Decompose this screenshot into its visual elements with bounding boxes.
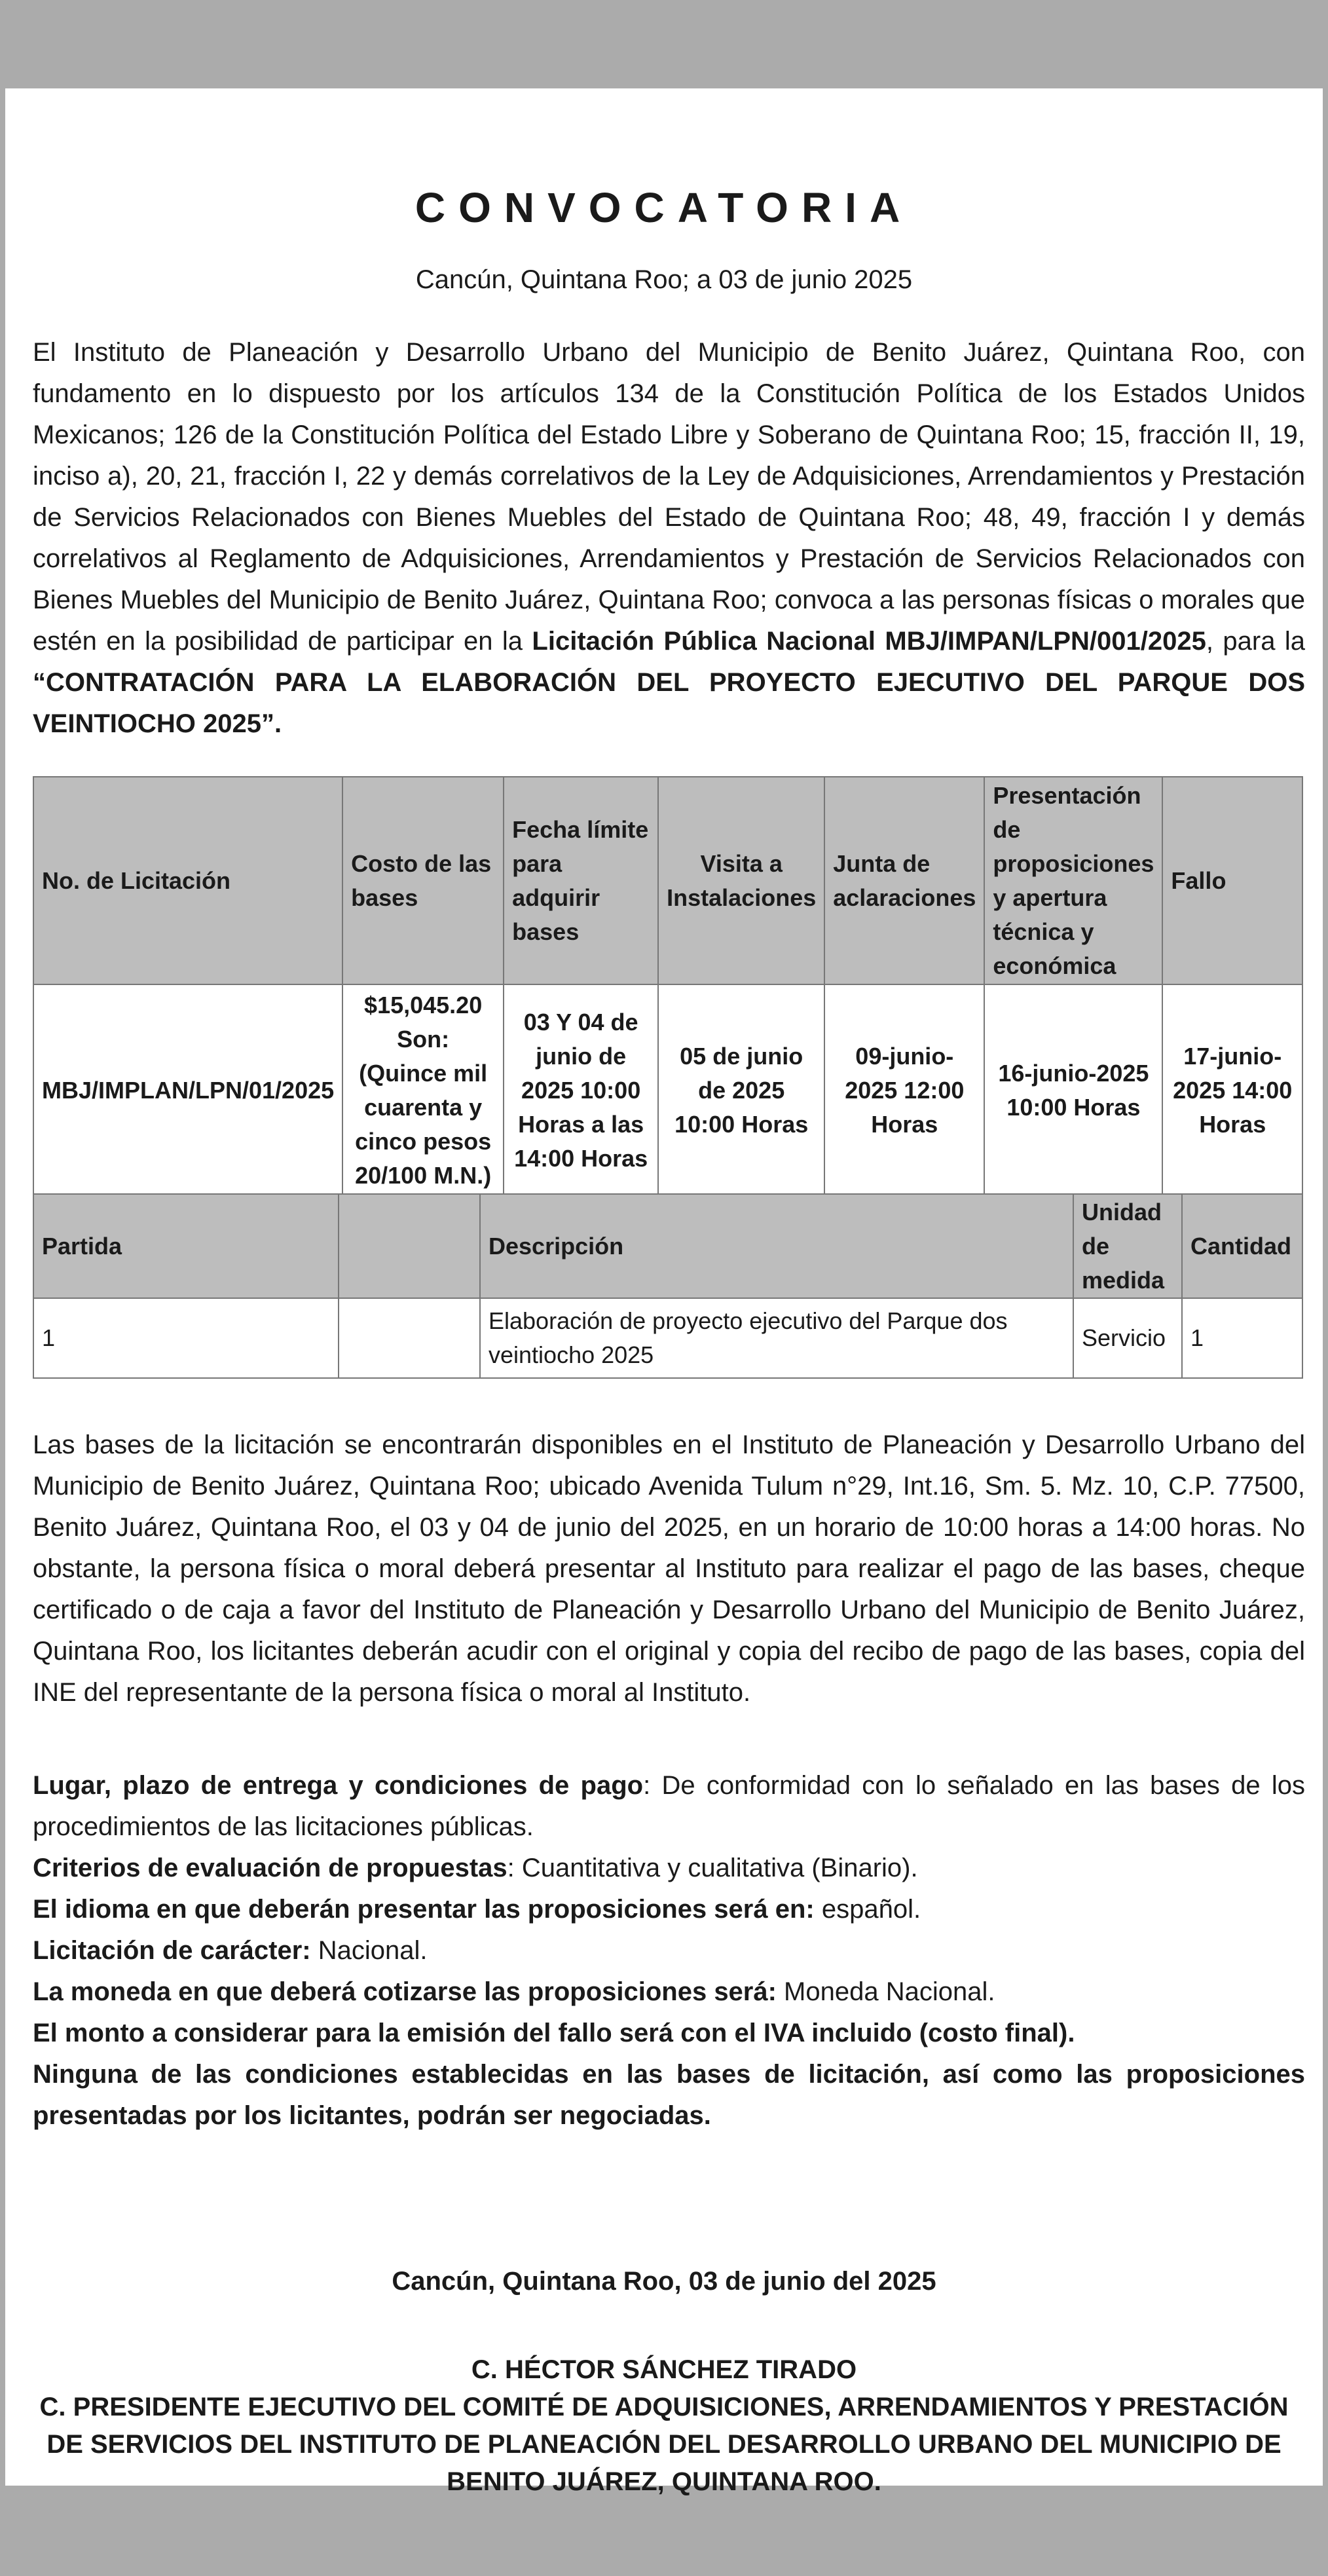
condition-moneda [33, 1971, 1305, 2013]
condition-text: Nacional. [310, 1936, 428, 1965]
intro-middle: , para la [1206, 627, 1305, 656]
licitacion-object: “CONTRATACIÓN PARA LA ELABORACIÓN DEL PROYECTO EJECUTIVO DEL PARQUE DOS VEINTIOCHO 2025”. [33, 668, 1305, 738]
schedule-header-row [33, 777, 1302, 984]
header-cell: No. de Licitación [33, 777, 342, 984]
condition-label: Criterios de evaluación de propuestas [33, 1854, 507, 1882]
header-cell [339, 1194, 480, 1298]
header-cell: Unidad de medida [1073, 1194, 1182, 1298]
table-cell: 1 [33, 1298, 339, 1378]
table-cell: 16-junio-2025 10:00 Horas [984, 984, 1162, 1197]
condition-caracter [33, 1930, 1305, 1971]
condition-label: La moneda en que deberá cotizarse las proposiciones será: [33, 1977, 777, 2006]
bases-paragraph: Las bases de la licitación se encontrarán disponibles en el Instituto de Planeación y Desarrollo Urbano del Municipio de Benito Juárez, Quintana Roo; ubicado Avenida Tulum n°29, Int.16, Sm. 5. Mz. 10, C.P. 77500, Benito Juárez, Quintana Roo, el 03 y 04 de junio del 2025, en un horario de 10:00 horas a 14:00 horas. No obstante, la persona física o moral deberá presentar al Instituto para realizar el pago de las bases, cheque certificado o de caja a favor del Instituto de Planeación y Desarrollo Urbano del Municipio de Benito Juárez, Quintana Roo, los licitantes deberán acudir con el original y copia del recibo de pago de las bases, copia del INE del representante de la persona física o moral al Instituto. [33, 1430, 1305, 1707]
notice-page [5, 88, 1323, 2496]
table-cell: 09-junio-2025 12:00 Horas [824, 984, 984, 1197]
table-cell [339, 1298, 480, 1378]
licitacion-number: Licitación Pública Nacional MBJ/IMPAN/LPN/001/2025 [532, 627, 1206, 656]
page-title: CONVOCATORIA [415, 184, 913, 231]
table-cell: Elaboración de proyecto ejecutivo del Parque dos veintiocho 2025 [480, 1298, 1073, 1378]
condition-text: : Cuantitativa y cualitativa (Binario). [507, 1854, 918, 1882]
condition-label: Licitación de carácter: [33, 1936, 311, 1965]
conditions-block [33, 1765, 1305, 2137]
header-cell: Fallo [1162, 777, 1302, 984]
intro-text: El Instituto de Planeación y Desarrollo Urbano del Municipio de Benito Juárez, Quintana Roo, con fundamento en lo dispuesto por los artículos 134 de la Constitución Política de los Estados Unidos Mexicanos; 126 de la Constitución Política del Estado Libre y Soberano de Quintana Roo; 15, fracción II, 19, inciso a), 20, 21, fracción I, 22 y demás correlativos de la Ley de Adquisiciones, Arrendamientos y Prestación de Servicios Relacionados con Bienes Muebles del Estado de Quintana Roo; 48, 49, fracción I y demás correlativos al Reglamento de Adquisiciones, Arrendamientos y Prestación de Servicios Relacionados con Bienes Muebles del Municipio de Benito Juárez, Quintana Roo; convoca a las personas físicas o morales que estén en la posibilidad de participar en la [33, 338, 1305, 656]
items-table [33, 1193, 1303, 1379]
header-cell: Fecha límite para adquirir bases [504, 777, 658, 984]
table-cell: 1 [1182, 1298, 1302, 1378]
table-row [33, 1298, 1302, 1378]
header-cell: Partida [33, 1194, 339, 1298]
condition-label: Lugar, plazo de entrega y condiciones de pago [33, 1771, 644, 1800]
condition-label: El idioma en que deberán presentar las proposiciones será en: [33, 1895, 815, 1924]
header-cell: Visita a Instalaciones [658, 777, 824, 984]
condition-monto [33, 2013, 1305, 2054]
intro-paragraph [33, 332, 1305, 745]
condition-text: Moneda Nacional. [776, 1977, 995, 2006]
condition-text: español. [814, 1895, 921, 1924]
condition-idioma [33, 1889, 1305, 1930]
header-cell: Descripción [480, 1194, 1073, 1298]
table-cell: 05 de junio de 2025 10:00 Horas [658, 984, 824, 1197]
table-cell: Servicio [1073, 1298, 1182, 1378]
header-cell: Costo de las bases [342, 777, 504, 984]
table-cell: $15,045.20 Son: (Quince mil cuarenta y cinco pesos 20/100 M.N.) [342, 984, 504, 1197]
table-cell: 17-junio-2025 14:00 Horas [1162, 984, 1302, 1197]
header-cell: Presentación de proposiciones y apertura técnica y económica [984, 777, 1162, 984]
items-header-row [33, 1194, 1302, 1298]
dateline: Cancún, Quintana Roo; a 03 de junio 2025 [415, 265, 913, 294]
table-row [33, 984, 1302, 1197]
condition-criterios [33, 1848, 1305, 1889]
closing-place: Cancún, Quintana Roo, 03 de junio del 2025 [392, 2267, 936, 2296]
condition-ninguna [33, 2054, 1305, 2137]
condition-label: Ninguna de las condiciones establecidas en las bases de licitación, así como las proposiciones presentadas por los licitantes, podrán ser negociadas. [33, 2060, 1305, 2130]
signatory-position: C. PRESIDENTE EJECUTIVO DEL COMITÉ DE ADQUISICIONES, ARRENDAMIENTOS Y PRESTACIÓN DE SERVICIOS DEL INSTITUTO DE PLANEACIÓN DEL DESARROLLO URBANO DEL MUNICIPIO DE BENITO JUÁREZ, QUINTANA ROO. [39, 2393, 1289, 2496]
table-cell: MBJ/IMPLAN/LPN/01/2025 [33, 984, 342, 1197]
condition-label: El monto a considerar para la emisión del fallo será con el IVA incluido (costo final). [33, 2019, 1075, 2047]
condition-text: : De conformidad con lo señalado en las bases de los procedimientos de las licitaciones públicas. [33, 1771, 1305, 1841]
table-cell: 03 Y 04 de junio de 2025 10:00 Horas a las 14:00 Horas [504, 984, 658, 1197]
signature-block [5, 2351, 1323, 2501]
signatory-name: C. HÉCTOR SÁNCHEZ TIRADO [471, 2355, 857, 2384]
schedule-table [33, 776, 1303, 1197]
header-cell: Cantidad [1182, 1194, 1302, 1298]
condition-lugar [33, 1765, 1305, 1848]
header-cell: Junta de aclaraciones [824, 777, 984, 984]
